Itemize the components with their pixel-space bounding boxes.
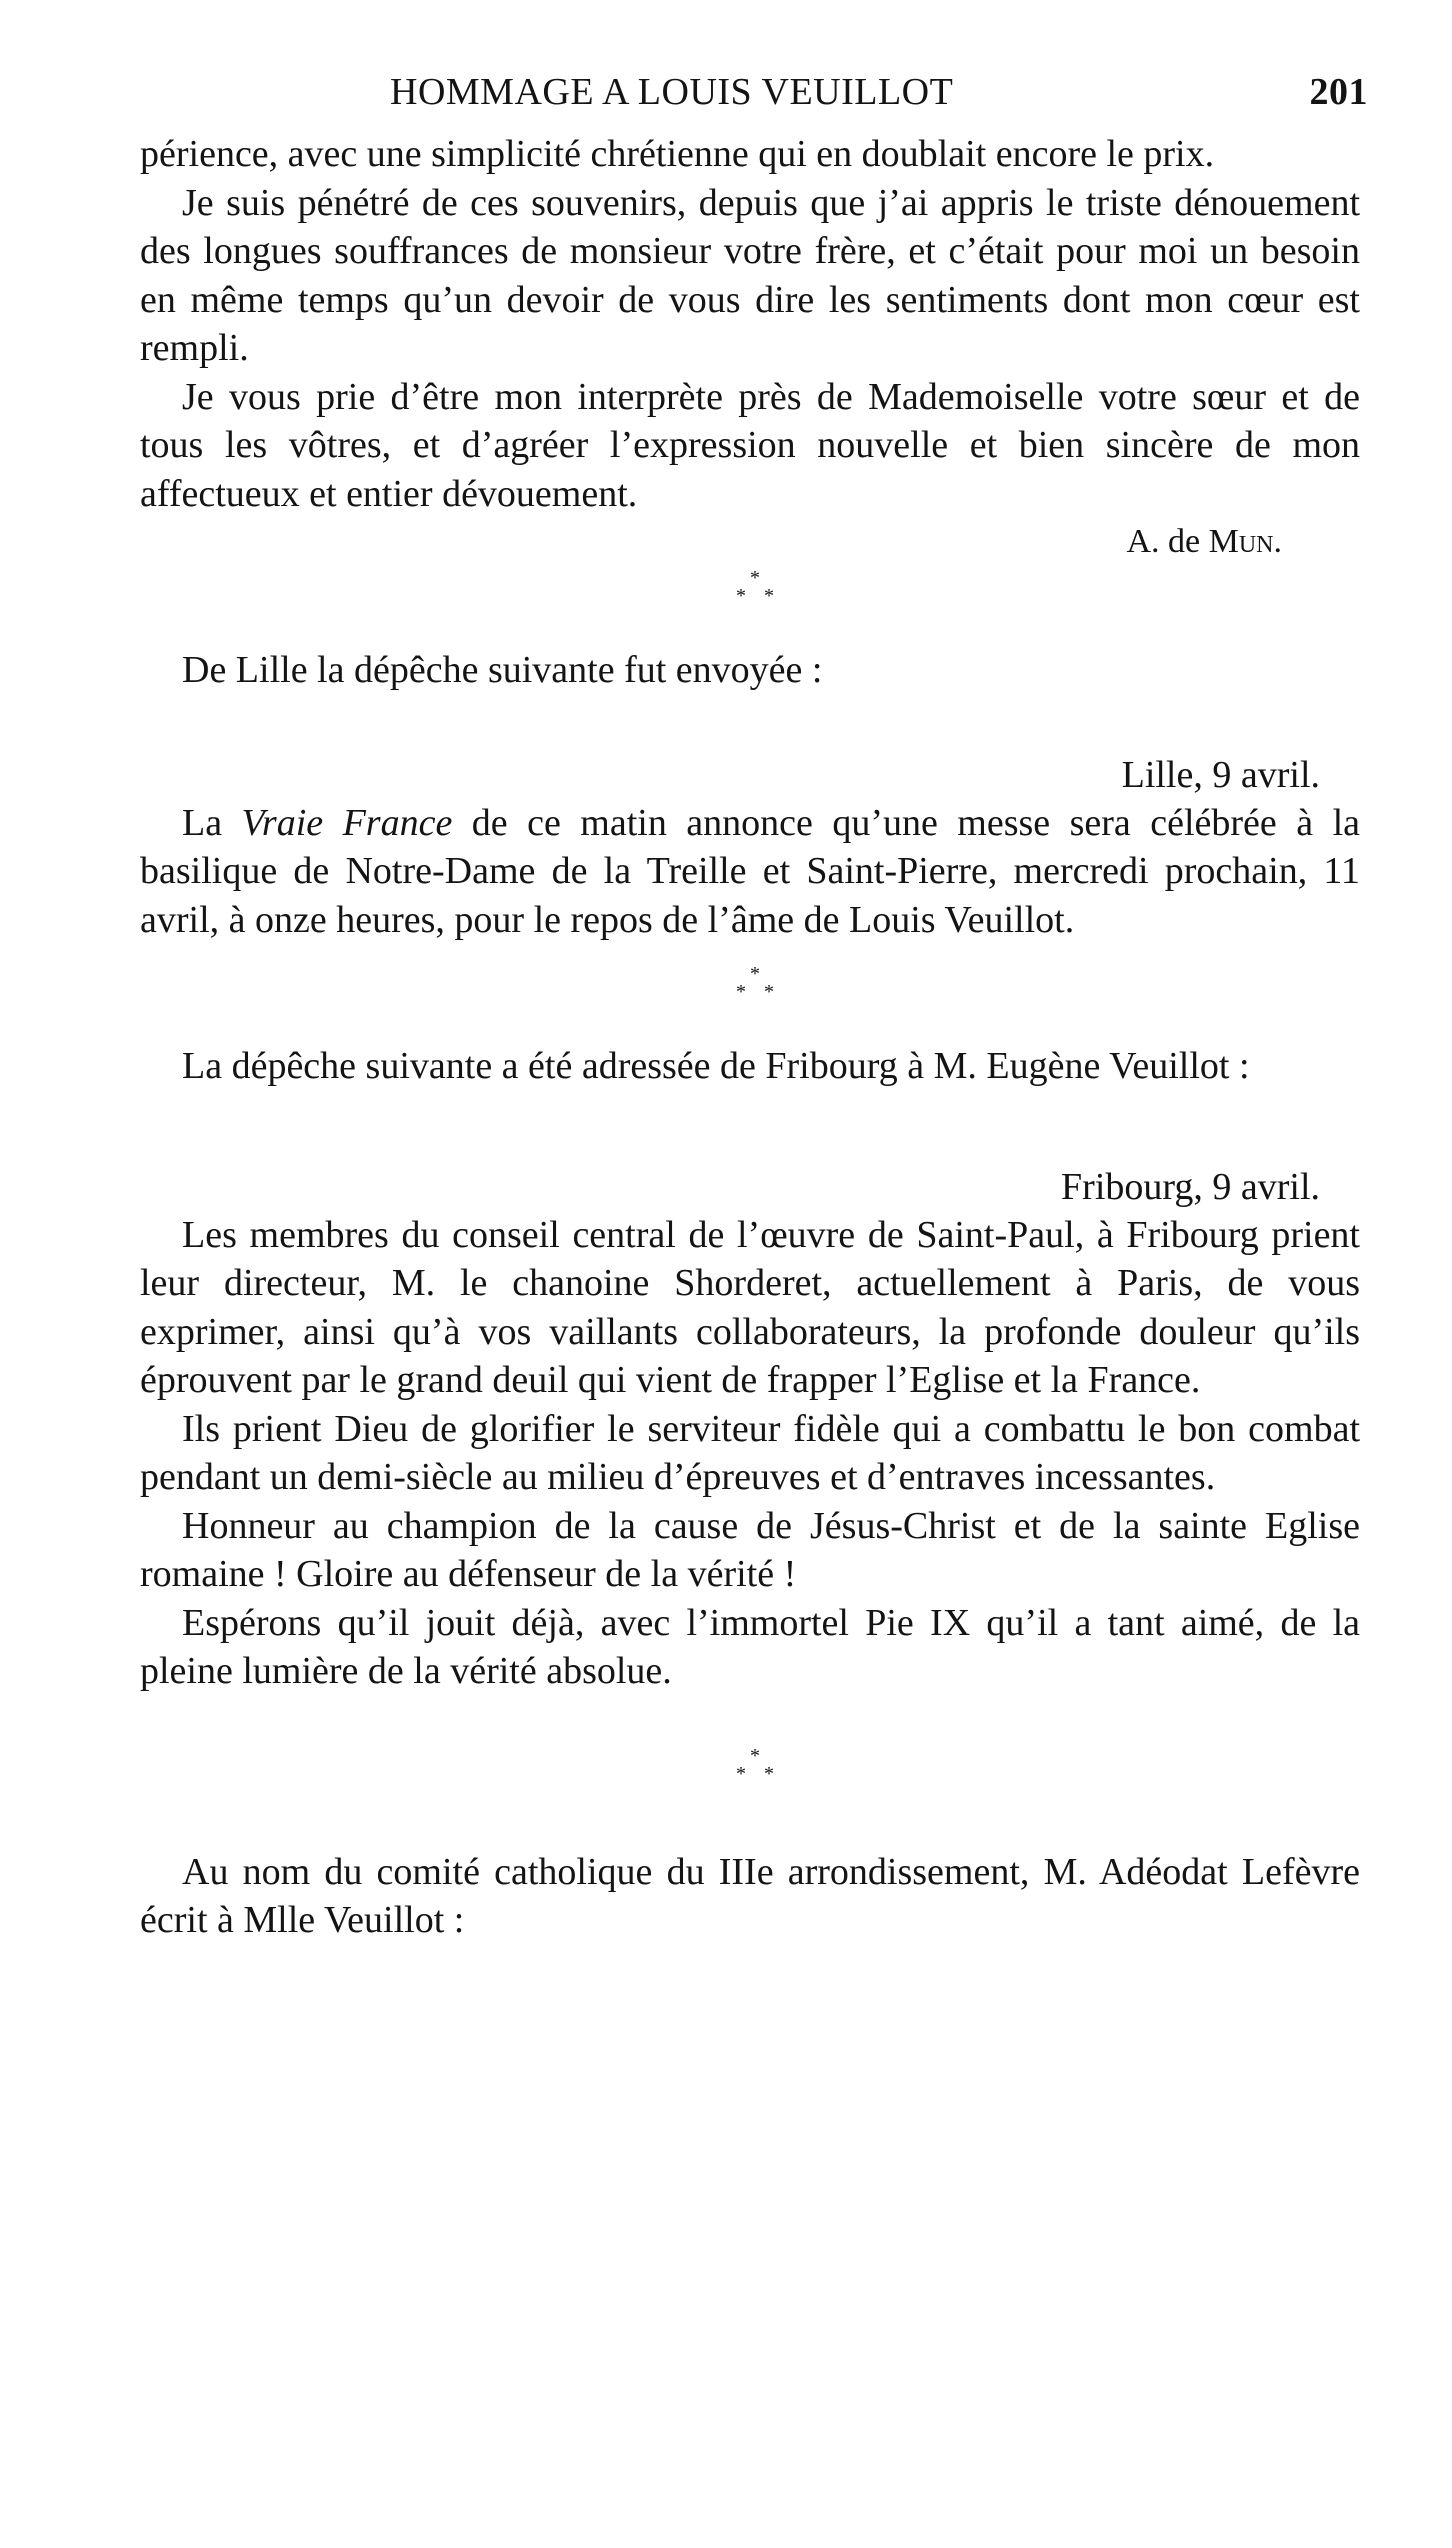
asterism-separator bbox=[730, 566, 790, 614]
running-title: HOMMAGE A LOUIS VEUILLOT bbox=[390, 71, 954, 113]
paragraph-interprete: Je vous prie d’être mon interprète près de Mademoiselle votre sœur et de tous les vôtres, et d’agréer l’expression nouvelle et bien sincère de mon affectueux et entier dévouement. bbox=[140, 375, 1360, 515]
paragraph-lille-intro: De Lille la dépêche suivante fut envoyée : bbox=[182, 649, 823, 691]
paragraph-souvenirs: Je suis pénétré de ces souvenirs, depuis que j’ai appris le triste dénouement des longues souffrances de monsieur votre frère, et c’était pour moi un besoin en même temps qu’un devoir de vous dire les sentiments dont mon cœur est rempli. bbox=[140, 181, 1360, 369]
paragraph-continuation: périence, avec une simplicité chrétienne qui en doublait encore le prix. bbox=[140, 133, 1215, 175]
paragraph-vraie-france bbox=[140, 799, 1360, 945]
paragraph-honneur: Honneur au champion de la cause de Jésus-Christ et de la sainte Eglise romaine ! Gloire au défenseur de la vérité ! bbox=[140, 1504, 1360, 1595]
asterism-separator bbox=[730, 1744, 790, 1792]
signature-name: Mun. bbox=[1208, 523, 1282, 560]
paragraph-conseil-central: Les membres du conseil central de l’œuvre de Saint-Paul, à Fribourg prient leur directeur, M. le chanoine Shorderet, actuellement à Paris, de vous exprimer, ainsi qu’à vos vaillants collaborateurs, la profonde douleur qu’ils éprouvent par le grand deuil qui vient de frapper l’Eglise et la France. bbox=[140, 1213, 1360, 1401]
asterism-separator bbox=[730, 962, 790, 1010]
asterism-star: * bbox=[736, 585, 746, 607]
paragraph-comite-catholique: Au nom du comité catholique du IIIe arrondissement, M. Adéodat Lefèvre écrit à Mlle Veuillot : bbox=[140, 1850, 1360, 1941]
text-run: La bbox=[182, 801, 242, 844]
dateline-lille: Lille, 9 avril. bbox=[1121, 753, 1320, 796]
signature-initial: A. de bbox=[1126, 523, 1209, 560]
paragraph-fribourg-intro: La dépêche suivante a été adressée de Fribourg à M. Eugène Veuillot : bbox=[182, 1045, 1250, 1087]
newspaper-title: Vraie France bbox=[241, 801, 453, 844]
text-run: de ce matin annonce qu’une messe sera célébrée à la basilique de Notre-Dame de la Treille et Saint-Pierre, mercredi prochain, 11 avril, à onze heures, pour le repos de l’âme de Louis Veuillot. bbox=[140, 801, 1360, 941]
book-page bbox=[140, 60, 1368, 1945]
asterism-star: * bbox=[736, 1762, 746, 1785]
page-number: 201 bbox=[1309, 71, 1368, 113]
asterism-star: * bbox=[750, 963, 760, 985]
dateline-fribourg: Fribourg, 9 avril. bbox=[1061, 1165, 1320, 1208]
asterism-star: * bbox=[750, 567, 760, 589]
asterism-star: * bbox=[764, 1762, 774, 1785]
asterism-star: * bbox=[764, 981, 774, 1003]
asterism-star: * bbox=[764, 585, 774, 607]
asterism-star: * bbox=[736, 981, 746, 1003]
signature bbox=[140, 518, 1360, 566]
asterism-star: * bbox=[750, 1744, 760, 1767]
running-header bbox=[140, 60, 1368, 130]
paragraph-glorifier: Ils prient Dieu de glorifier le serviteur fidèle qui a combattu le bon combat pendant un demi-siècle au milieu d’épreuves et d’entraves incessantes. bbox=[140, 1407, 1360, 1498]
paragraph-esperons: Espérons qu’il jouit déjà, avec l’immortel Pie IX qu’il a tant aimé, de la pleine lumière de la vérité absolue. bbox=[140, 1601, 1360, 1692]
